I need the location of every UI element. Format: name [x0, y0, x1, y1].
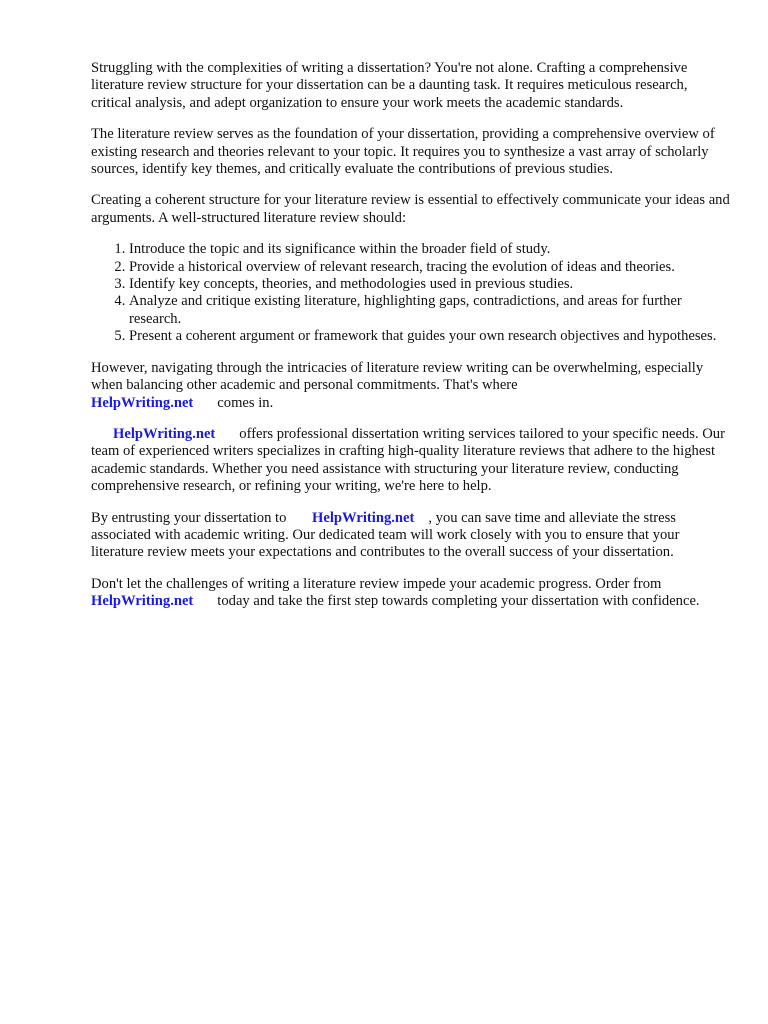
paragraph-text: Don't let the challenges of writing a literature review impede your academic progress. Order from — [91, 575, 662, 592]
list-item: 4. Analyze and critique existing literature, highlighting gaps, contradictions, and areas for further research. — [129, 293, 731, 328]
paragraph-text: However, navigating through the intricacies of literature review writing can be overwhelming, especially when balancing other academic and personal commitments. That's where — [91, 359, 704, 394]
paragraph-text: today and take the first step towards completing your dissertation with confidence. — [217, 593, 700, 610]
foundation-paragraph: The literature review serves as the foundation of your dissertation, providing a comprehensive overview of existing research and theories relevant to your topic. It requires you to synthesize a vast array of scholarly sources, identify key themes, and critically evaluate the contributions of previous studies. — [91, 126, 715, 178]
paragraph-text: offers professional dissertation writing services tailored to your specific needs. Our team of experienced writers specializes in crafting high-quality literature reviews that adhere to the highest academic standards. Whether you need assistance with structuring your literature review, conducting comprehensive research, or refining your writing, we're here to help. — [91, 425, 725, 495]
paragraph-text: , you can save time and alleviate the stress associated with academic writing. Our dedicated team will work closely with you to ensure that your literature review meets your expectations and contributes to the overall success of your dissertation. — [91, 509, 680, 561]
helpwriting-link[interactable]: HelpWriting.net — [113, 425, 216, 442]
helpwriting-link[interactable]: HelpWriting.net — [312, 509, 415, 526]
list-item: 2. Provide a historical overview of relevant research, tracing the evolution of ideas and theories. — [129, 259, 731, 276]
list-item: 5. Present a coherent argument or framework that guides your own research objectives and hypotheses. — [129, 328, 731, 345]
structure-paragraph: Creating a coherent structure for your literature review is essential to effectively communicate your ideas and arguments. A well-structured literature review should: — [91, 192, 730, 226]
overwhelming-paragraph — [91, 360, 731, 412]
paragraph-text: comes in. — [217, 394, 274, 411]
intro-paragraph: Struggling with the complexities of writing a dissertation? You're not alone. Crafting a comprehensive literature review structure for your dissertation can be a daunting task. It requires meticulous research, critical analysis, and adept organization to ensure your work meets the academic standards. — [91, 60, 688, 111]
document-page — [91, 60, 731, 625]
helpwriting-link[interactable]: HelpWriting.net — [91, 593, 194, 610]
list-item: 3. Identify key concepts, theories, and methodologies used in previous studies. — [129, 276, 731, 293]
structure-steps-list — [91, 241, 731, 345]
helpwriting-link[interactable]: HelpWriting.net — [91, 394, 194, 411]
entrust-paragraph — [91, 510, 731, 562]
services-paragraph — [91, 426, 731, 496]
closing-paragraph — [91, 576, 731, 611]
paragraph-text: By entrusting your dissertation to — [91, 509, 287, 526]
list-item: 1. Introduce the topic and its significance within the broader field of study. — [129, 241, 731, 258]
